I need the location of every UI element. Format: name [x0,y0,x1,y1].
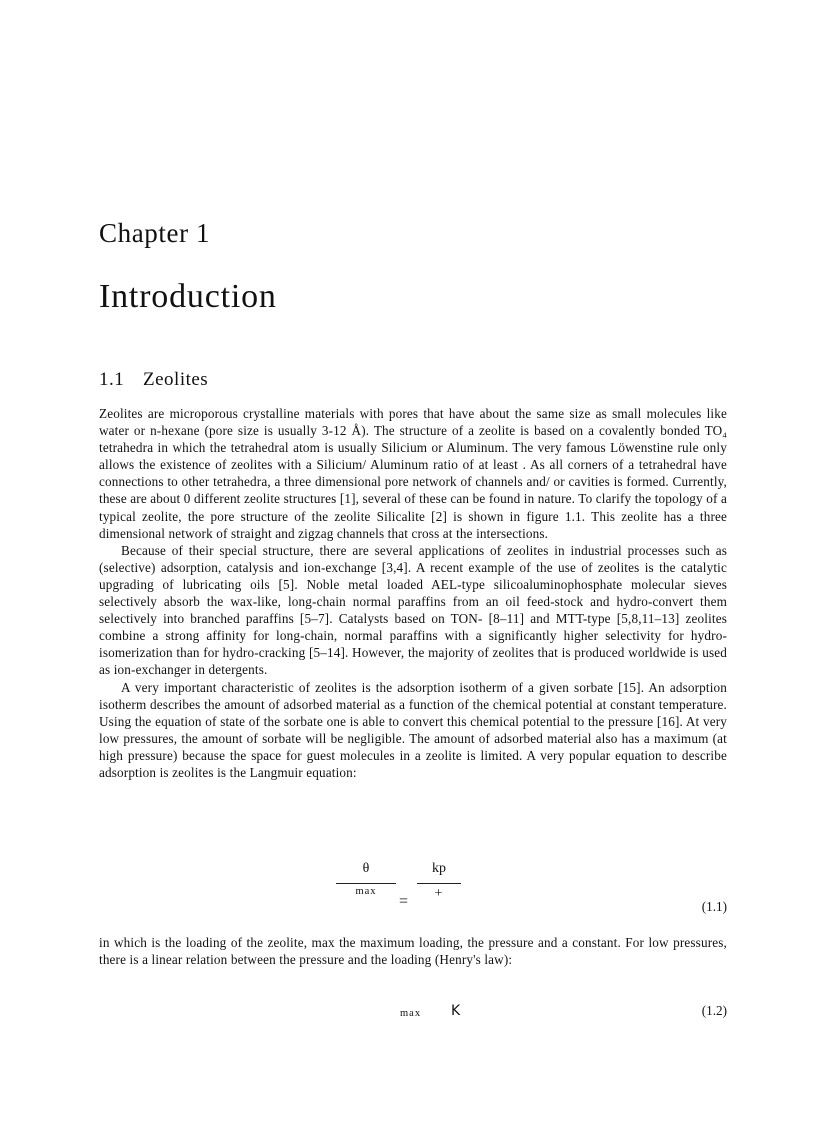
after-equation-text [99,934,727,968]
denominator-max: max [355,886,377,897]
langmuir-equation [99,859,727,929]
henry-law-equation [99,1002,727,1024]
paragraph: Because of their special structure, there are several applications of zeolites in industrial processes such as (selective) adsorption, catalysis and ion-exchange [3,4]. A recent example of the use of zeolites is the catalytic upgrading of lubricating oils [5]. Noble metal loaded AEL-type silicoaluminophosphate molecular sieves selectively absorb the wax-like, long-chain normal paraffins from an oil feed-stock and hydro-convert them selectively into branched paraffins [5–7]. Catalysts based on TON- [8–11] and MTT-type [5,8,11–13] zeolites combine a strong affinity for long-chain, normal paraffins with a significantly higher selectivity for hydro-isomerization than for hydro-cracking [5–14]. However, the majority of zeolites that is produced worldwide is used as ion-exchanger in detergents. [99,542,727,678]
section-number: 1.1 [99,369,125,390]
subscript-max: max [400,1008,422,1019]
fraction-right [417,861,461,904]
denominator-plus: + [434,886,444,901]
chapter-title: Introduction [99,278,277,315]
section-title: Zeolites [143,369,209,390]
paragraph: Zeolites are microporous crystalline materials with pores that have about the same size as small molecules like water or n-hexane (pore size is usually 3-12 Å). The structure of a zeolite is based on a covalently bonded TO₄ tetrahedra in which the tetrahedral atom is usually Silicium or Aluminum. The very famous Löwenstine rule only allows the existence of zeolites with a Silicium/ Aluminum ratio of at least . As all corners of a tetrahedral have connections to other tetrahedra, a three dimensional pore network of channels and/ or cavities is formed. Currently, these are about 0 different zeolite structures [1], several of these can be found in nature. To clarify the topology of a typical zeolite, the pore structure of the zeolite Silicalite [2] is shown in figure 1.1. This zeolite has a three dimensional network of straight and zigzag channels that cross at the intersections. [99,406,727,541]
fraction-left [336,861,396,904]
fraction-bar [336,883,396,884]
numerator-kp: kp [432,861,446,876]
henry-constant: K [451,1003,461,1019]
equals-sign: = [399,893,409,910]
numerator-theta: θ [362,861,370,876]
fraction-bar [417,883,461,884]
equation-number: (1.2) [701,1003,727,1018]
section-heading [99,369,208,391]
paragraph: A very important characteristic of zeolites is the adsorption isotherm of a given sorbate [15]. An adsorption isotherm describes the amount of adsorbed material as a function of the chemical potential at constant temperature. Using the equation of state of the sorbate one is able to convert this chemical potential to the pressure [16]. At very low pressures, the amount of sorbate will be negligible. The amount of adsorbed material also has a maximum (at high pressure) because the space for guest molecules in a zeolite is limited. A very popular equation to describe adsorption is zeolites is the Langmuir equation: [99,679,727,780]
chapter-label: Chapter 1 [99,218,211,248]
equation-number: (1.1) [701,899,727,914]
body-text [99,405,727,781]
paragraph: in which is the loading of the zeolite, max the maximum loading, the pressure and a constant. For low pressures, there is a linear relation between the pressure and the loading (Henry's law): [99,935,727,968]
